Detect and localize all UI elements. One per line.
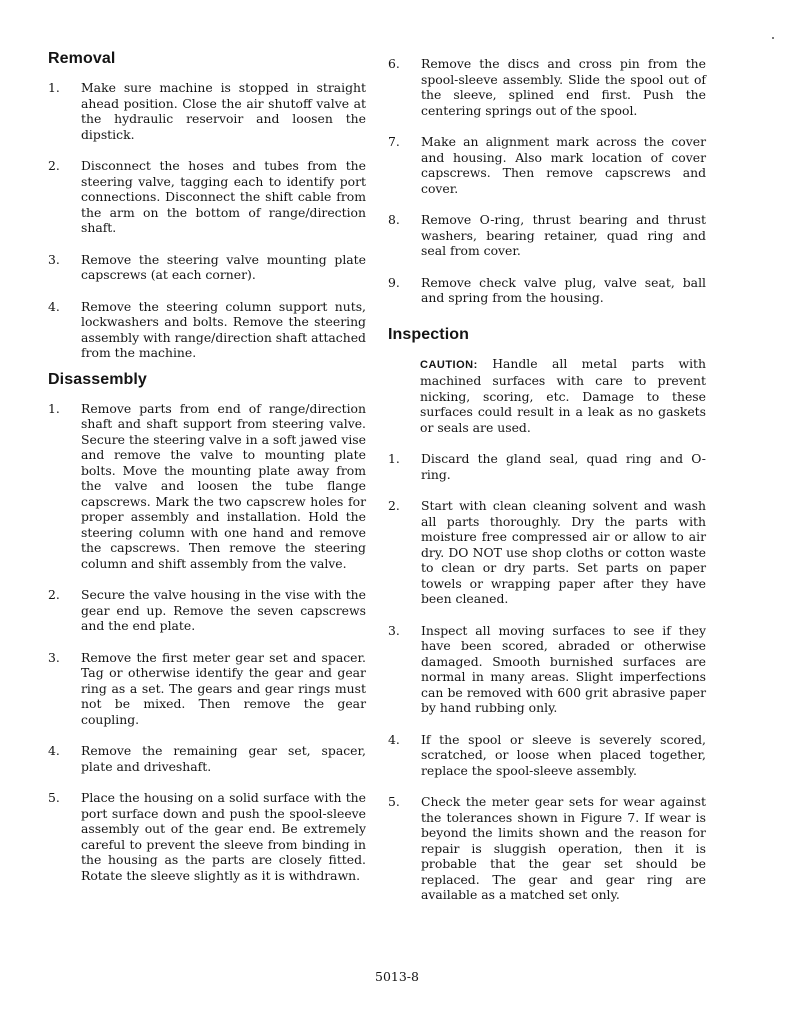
page-number: 5013-8	[375, 969, 419, 984]
inspection-step	[388, 732, 706, 779]
disassembly-step	[48, 790, 366, 883]
step-text: Make sure machine is stopped in straight ahead position. Close the air shutoff valve at the hydraulic reservoir and loosen the dipstick.	[81, 80, 366, 142]
step-text: Place the housing on a solid surface with the port surface down and push the spool-sleeve assembly out of the gear end. Be extremely careful to prevent the sleeve from binding in the housing as the parts are closely fitted. Rotate the sleeve slightly as it is withdrawn.	[81, 790, 366, 883]
disassembly-step	[48, 401, 366, 572]
step-text: Check the meter gear sets for wear against the tolerances shown in Figure 7. If wear is beyond the limits shown and the reason for repair is sluggish operation, then it is probable that the gear set should be replaced. The gear and gear ring are available as a matched set only.	[421, 794, 706, 902]
disassembly-step	[388, 56, 706, 118]
caution-note	[420, 356, 706, 436]
inspection-step	[388, 451, 706, 482]
step-number: 8.	[388, 212, 400, 227]
step-number: 4.	[388, 731, 400, 747]
step-number: 2.	[48, 587, 60, 602]
inspection-step	[388, 498, 706, 607]
scan-speck	[772, 37, 774, 39]
step-text: If the spool or sleeve is severely scored, scratched, or loose when placed together, replace the spool-sleeve assembly.	[421, 731, 706, 778]
step-number: 3.	[48, 251, 60, 267]
step-number: 2.	[48, 158, 60, 173]
step-text: Remove check valve plug, valve seat, ball and spring from the housing.	[421, 274, 706, 305]
disassembly-step	[388, 134, 706, 196]
disassembly-heading: Disassembly	[48, 370, 147, 388]
step-number: 9.	[388, 274, 400, 290]
step-text: Make an alignment mark across the cover and housing. Also mark location of cover capscrews. Then remove capscrews and cover.	[421, 134, 706, 196]
step-number: 3.	[388, 622, 400, 638]
step-text: Inspect all moving surfaces to see if they have been scored, abraded or otherwise damaged. Smooth burnished surfaces are normal in many areas. Slight imperfections can be removed with 600 grit abrasive paper by hand rubbing only.	[421, 622, 706, 715]
step-text: Start with clean cleaning solvent and wash all parts thoroughly. Dry the parts with moisture free compressed air or allow to air dry. DO NOT use shop cloths or cotton waste to clean or dry parts. Set parts on paper towels or wrapping paper after they have been cleaned.	[421, 498, 706, 606]
step-number: 7.	[388, 134, 400, 149]
step-text: Remove the remaining gear set, spacer, plate and driveshaft.	[81, 743, 366, 774]
step-text: Remove the steering column support nuts, lockwashers and bolts. Remove the steering assembly with range/direction shaft attached from the machine.	[81, 298, 366, 360]
step-number: 5.	[388, 794, 400, 809]
inspection-heading: Inspection	[388, 325, 470, 343]
step-number: 2.	[388, 498, 400, 513]
step-text: Remove the discs and cross pin from the spool-sleeve assembly. Slide the spool out of the sleeve, splined end first. Push the centering springs out of the spool.	[421, 56, 706, 118]
caution-label: CAUTION:	[420, 358, 478, 371]
removal-heading: Removal	[48, 50, 116, 67]
left-column	[48, 50, 366, 899]
step-number: 4.	[48, 298, 60, 314]
right-column	[388, 56, 706, 919]
step-text: Disconnect the hoses and tubes from the steering valve, tagging each to identify port connections. Disconnect the shift cable from the arm on the bottom of range/direction shaft.	[81, 158, 366, 235]
step-text: Remove the first meter gear set and spacer. Tag or otherwise identify the gear and gear ring as a set. The gears and gear rings must not be mixed. Then remove the gear coupling.	[81, 649, 366, 727]
step-number: 1.	[388, 451, 400, 466]
step-number: 3.	[48, 649, 60, 665]
disassembly-step	[48, 587, 366, 634]
step-number: 6.	[388, 56, 400, 71]
disassembly-step	[48, 743, 366, 774]
step-text: Remove parts from end of range/direction shaft and shaft support from steering valve. Secure the steering valve in a soft jawed vise and remove the valve to mounting plate bolts. Move the mounting plate away from the valve and loosen the tube flange capscrews. Mark the two capscrew holes for proper assembly and installation. Hold the steering column with one hand and remove the capscrews. Then remove the steering column and shift assembly from the valve.	[81, 400, 366, 571]
step-text: Remove O-ring, thrust bearing and thrust washers, bearing retainer, quad ring and seal from cover.	[421, 212, 706, 258]
step-number: 1.	[48, 80, 60, 95]
step-text: Remove the steering valve mounting plate capscrews (at each corner).	[81, 251, 366, 282]
removal-step	[48, 80, 366, 142]
step-text: Discard the gland seal, quad ring and O-ring.	[421, 451, 706, 482]
disassembly-step	[388, 212, 706, 259]
step-text: Secure the valve housing in the vise with the gear end up. Remove the seven capscrews and the end plate.	[81, 587, 366, 633]
inspection-step	[388, 623, 706, 716]
caution-text: Handle all metal parts with machined surfaces with care to prevent nicking, scoring, etc. Damage to these surfaces could result in a leak as no gaskets or seals are used.	[420, 355, 706, 435]
removal-step	[48, 299, 366, 361]
disassembly-step	[48, 650, 366, 728]
disassembly-step	[388, 275, 706, 306]
step-number: 5.	[48, 790, 60, 805]
removal-step	[48, 158, 366, 236]
step-number: 4.	[48, 743, 60, 758]
inspection-step	[388, 794, 706, 903]
step-number: 1.	[48, 400, 60, 416]
removal-step	[48, 252, 366, 283]
